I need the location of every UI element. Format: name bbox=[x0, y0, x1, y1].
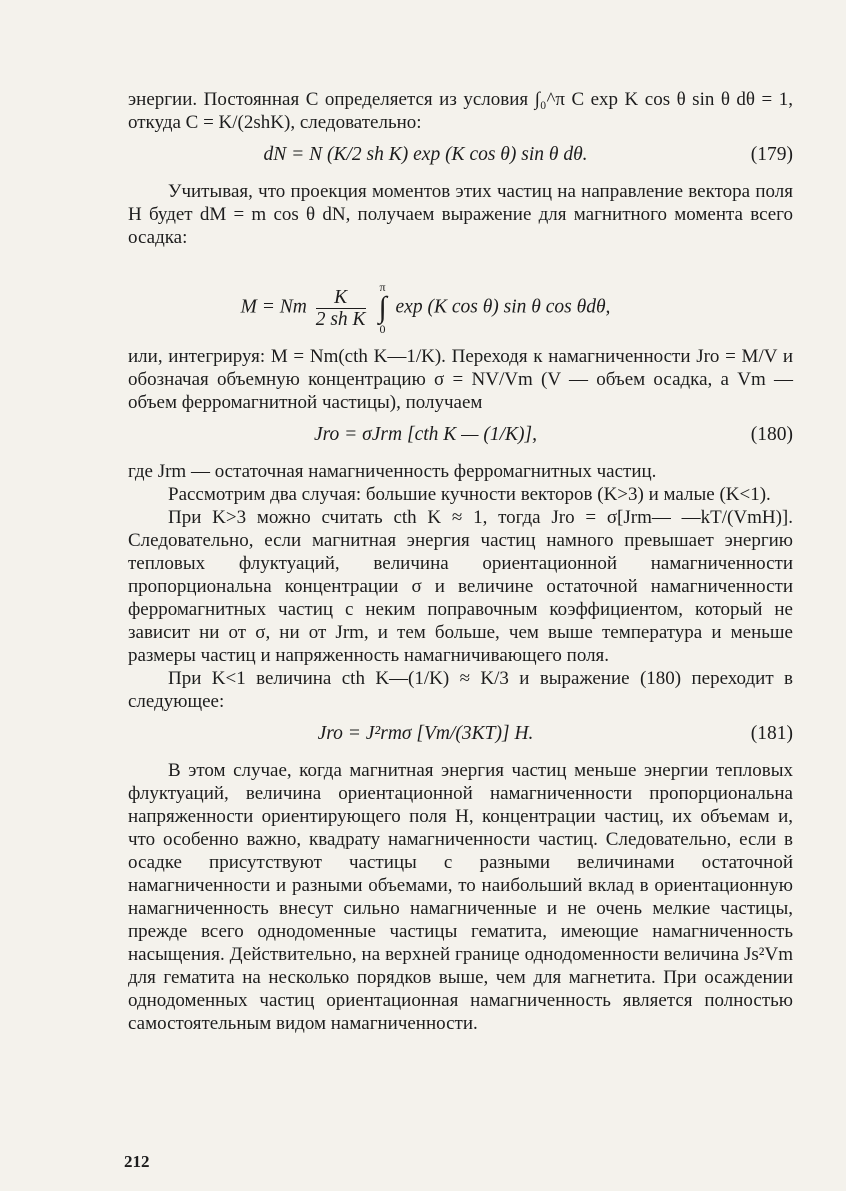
page-body bbox=[128, 88, 793, 1035]
equation-180 bbox=[128, 414, 793, 460]
equation-181-body: Jro = J²rmσ [Vm/(3KT)] H. bbox=[317, 723, 534, 744]
paragraph-two-cases: Рассмотрим два случая: большие кучности векторов (K>3) и малые (K<1). bbox=[168, 484, 771, 505]
paragraph-integrating: или, интегрируя: M = Nm(cth K—1/K). Переходя к намагниченности Jro = M/V и обозначая объемную концентрацию σ = NV/Vm (V — объем осадка, а Vm — объем ферромагнитной частицы), получаем bbox=[128, 346, 793, 413]
equation-181-number: (181) bbox=[750, 723, 793, 744]
paragraph-case-large: При K>3 можно считать cth K ≈ 1, тогда Jro = σ[Jrm— —kT/(VmH)]. Следовательно, если магнитная энергия частиц намного превышает энергию тепловых флуктуаций, величина ориентационной намагниченности пропорциональна концентрации σ и величине остаточной намагниченности ферромагнитных частиц с неким поправочным коэффициентом, который не зависит ни от σ, ни от Jrm, и тем больше, чем выше температура и меньше размеры частиц и напряженность намагничивающего поля. bbox=[128, 507, 793, 666]
integral-sign: π ∫ 0 bbox=[378, 280, 387, 336]
equation-moment-denominator: 2 sh K bbox=[315, 308, 366, 330]
paragraph-case-small: При K<1 величина cth K—(1/K) ≈ K/3 и выражение (180) переходит в следующее: bbox=[128, 668, 793, 712]
paragraph-conclusion: В этом случае, когда магнитная энергия частиц меньше энергии тепловых флуктуаций, величина ориентационной намагниченности пропорциональна напряженности ориентирующего поля H, концентрации частиц, их объемам и, что особенно важно, квадрату намагниченности частиц. Следовательно, если в осадке присутствуют частицы с разными величинами остаточной намагниченности и разными объемами, то наибольший вклад в ориентационную намагниченность внесут сильно намагниченные и не очень мелкие частицы, прежде всего однодоменные частицы гематита, имеющие намагниченность насыщения. Действительно, на верхней границе однодоменности величина Js²Vm для гематита на несколько порядков выше, чем для магнетита. При осаждении однодоменных частиц ориентационная намагниченность является полностью самостоятельным видом намагниченности. bbox=[128, 760, 793, 1034]
equation-moment-fraction bbox=[316, 287, 366, 330]
equation-179-number: (179) bbox=[750, 144, 793, 165]
paragraph-intro: энергии. Постоянная C определяется из условия ∫₀^π C exp K cos θ sin θ dθ = 1, откуда C = K/(2shK), следовательно: bbox=[128, 89, 793, 133]
equation-179 bbox=[128, 134, 793, 180]
paragraph-projection: Учитывая, что проекция моментов этих частиц на направление вектора поля H будет dM = m cos θ dN, получаем выражение для магнитного момента всего осадка: bbox=[128, 181, 793, 248]
equation-moment-rhs: exp (K cos θ) sin θ cos θdθ, bbox=[395, 296, 611, 318]
equation-180-body: Jro = σJrm [cth K — (1/K)], bbox=[313, 424, 537, 445]
equation-moment bbox=[128, 249, 793, 345]
equation-181 bbox=[128, 713, 793, 759]
equation-moment-numerator: K bbox=[316, 287, 366, 309]
integral-lower-limit: 0 bbox=[379, 322, 386, 336]
integral-upper-limit: π bbox=[379, 280, 386, 294]
equation-179-body: dN = N (K/2 sh K) exp (K cos θ) sin θ dθ. bbox=[263, 144, 588, 165]
equation-moment-lhs: M = Nm bbox=[240, 296, 307, 318]
page-number: 212 bbox=[124, 1152, 150, 1171]
equation-180-number: (180) bbox=[750, 424, 793, 445]
paragraph-where: где Jrm — остаточная намагниченность ферромагнитных частиц. bbox=[128, 461, 657, 482]
